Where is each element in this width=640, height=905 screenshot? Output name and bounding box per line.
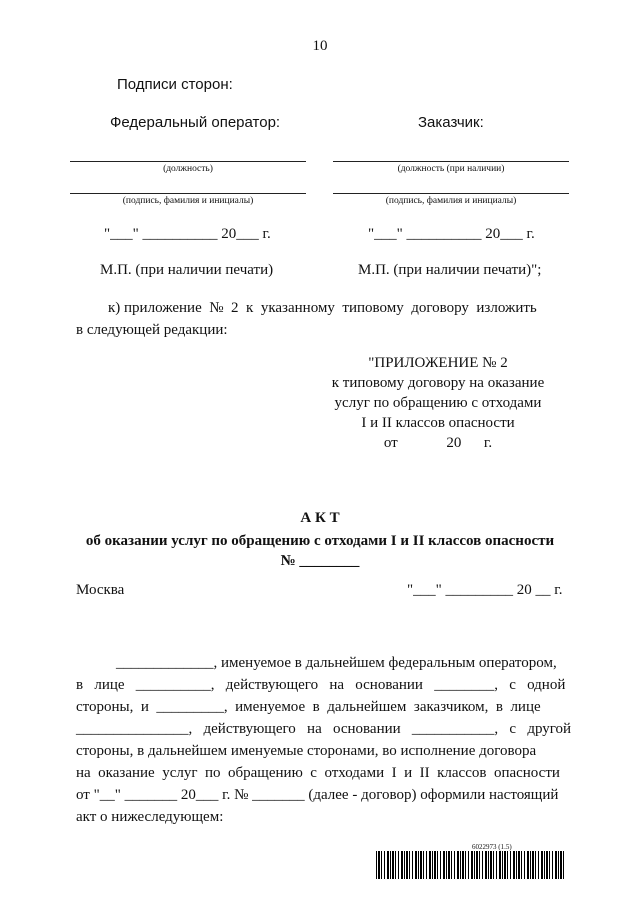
act-number: № ________ (280, 553, 360, 569)
body-line: на оказание услуг по обращению с отходами I и II классов опасности (76, 765, 560, 781)
clause-k-line2: в следующей редакции: (76, 322, 228, 338)
body-line: в лице __________, действующего на основании ________, с одной (76, 677, 566, 693)
signature-date-right: "___" __________ 20___ г. (368, 226, 535, 242)
page-number: 10 (312, 38, 328, 54)
body-line: акт о нижеследующем: (76, 809, 224, 825)
position-line-right (333, 161, 569, 162)
body-line: _______________, действующего на основании ___________, с другой (76, 721, 572, 737)
federal-operator-label: Федеральный оператор: (110, 114, 281, 131)
appendix-line: I и II классов опасности (361, 415, 515, 431)
body-line: _____________, именуемое в дальнейшем федеральным оператором, (116, 655, 557, 671)
signature-line-left (70, 193, 306, 194)
clause-k-line1: к) приложение № 2 к указанному типовому договору изложить (108, 300, 537, 316)
position-line-left (70, 161, 306, 162)
body-line: стороны, и _________, именуемое в дальнейшем заказчиком, в лице (76, 699, 541, 715)
appendix-line: от 20 г. (383, 435, 493, 451)
signature-caption-right: (подпись, фамилия и инициалы) (385, 196, 517, 206)
signatures-title: Подписи сторон: (117, 76, 233, 93)
position-caption-right: (должность (при наличии) (397, 164, 505, 174)
act-title: А К Т (300, 510, 340, 526)
act-city: Москва (76, 582, 125, 598)
appendix-line: услуг по обращению с отходами (334, 395, 542, 411)
body-line: от "__" _______ 20___ г. № _______ (далее - договор) оформили настоящий (76, 787, 559, 803)
position-caption-left: (должность) (163, 164, 213, 174)
body-line: стороны, в дальнейшем именуемые сторонами, во исполнение договора (76, 743, 537, 759)
appendix-line: к типовому договору на оказание (331, 375, 545, 391)
barcode (376, 851, 564, 879)
seal-note-right: М.П. (при наличии печати)"; (358, 262, 542, 278)
signature-date-left: "___" __________ 20___ г. (104, 226, 271, 242)
act-date: "___" _________ 20 __ г. (407, 582, 563, 598)
act-body (76, 652, 572, 828)
signature-caption-left: (подпись, фамилия и инициалы) (122, 196, 254, 206)
appendix-line: "ПРИЛОЖЕНИЕ № 2 (368, 355, 508, 371)
signature-line-right (333, 193, 569, 194)
customer-label: Заказчик: (418, 114, 484, 131)
act-subtitle: об оказании услуг по обращению с отходами I и II классов опасности (85, 533, 555, 549)
appendix-header (318, 353, 558, 453)
seal-note-left: М.П. (при наличии печати) (100, 262, 274, 278)
barcode-number: 6022973 (1.5) (472, 843, 512, 851)
